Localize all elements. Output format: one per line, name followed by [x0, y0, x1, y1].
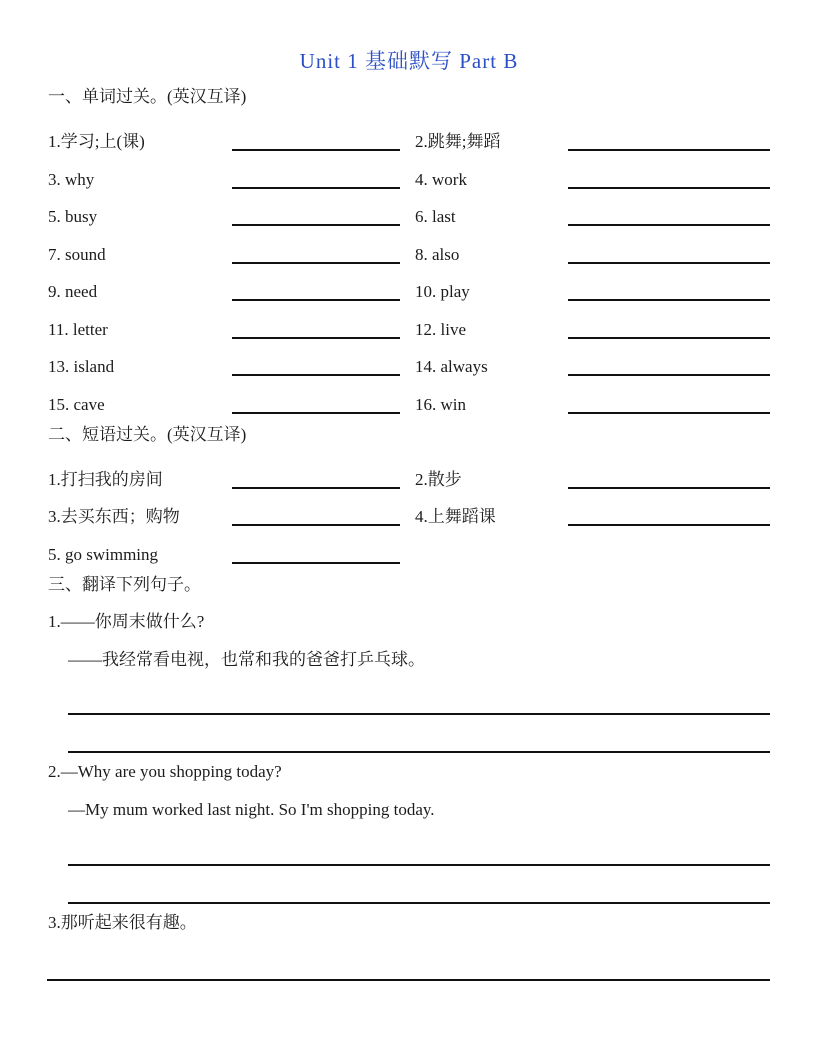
word-label-13: 13. island: [48, 357, 115, 376]
word-row-9-10: [48, 266, 770, 304]
section-sentences-heading: 三、翻译下列句子。: [48, 574, 201, 594]
answer-blank: [232, 554, 400, 564]
sentence-1-answer-cn: ——我经常看电视，也常和我的爸爸打乒乓球。: [68, 649, 425, 669]
word-row-5-6: [48, 191, 770, 229]
word-row-13-14: [48, 341, 770, 379]
answer-blank: [568, 366, 770, 376]
word-row-7-8: [48, 228, 770, 266]
answer-blank: [232, 179, 400, 189]
phrase-row-3-4: [48, 491, 770, 529]
answer-blank: [568, 404, 770, 414]
word-label-3: 3. why: [48, 169, 95, 189]
answer-line: [68, 715, 770, 753]
sentence-2-question: 2.—Why are you shopping today?: [48, 762, 282, 781]
answer-blank: [568, 179, 770, 189]
answer-blank: [568, 141, 770, 151]
word-label-6: 6. last: [415, 207, 456, 226]
answer-blank: [232, 329, 400, 339]
word-label-2: 2.跳舞;舞蹈: [415, 132, 501, 151]
word-label-14: 14. always: [415, 357, 488, 376]
word-label-9: 9. need: [48, 282, 98, 301]
phrase-label-2: 2.散步: [415, 469, 462, 489]
answer-blank: [232, 366, 400, 376]
word-label-7: 7. sound: [48, 244, 106, 264]
phrase-label-1: 1.打扫我的房间: [48, 469, 163, 489]
answer-blank: [232, 216, 400, 226]
word-label-11: 11. letter: [48, 319, 108, 339]
word-row-1-2: [48, 116, 770, 154]
phrase-row-5: [48, 528, 770, 566]
answer-blank: [232, 254, 400, 264]
word-row-3-4: [48, 153, 770, 191]
word-label-8: 8. also: [415, 244, 460, 264]
section-words-heading: 一、单词过关。(英汉互译): [48, 87, 247, 106]
word-label-16: 16. win: [415, 394, 466, 414]
phrase-label-5: 5. go swimming: [48, 544, 159, 564]
answer-blank: [568, 479, 770, 489]
answer-line: [47, 942, 770, 981]
answer-line: [68, 866, 770, 904]
word-label-15: 15. cave: [48, 394, 105, 414]
word-label-10: 10. play: [415, 282, 470, 301]
phrase-label-4: 4.上舞蹈课: [415, 507, 496, 526]
sentence-2-answer-en: —My mum worked last night. So I'm shopping today.: [68, 799, 435, 819]
answer-blank: [568, 216, 770, 226]
word-label-12: 12. live: [415, 319, 466, 339]
phrase-row-1-2: [48, 453, 770, 491]
answer-line: [68, 678, 770, 715]
answer-blank: [232, 404, 400, 414]
answer-blank: [568, 329, 770, 339]
phrase-label-3: 3.去买东西；购物: [48, 507, 180, 526]
answer-blank: [232, 479, 400, 489]
answer-blank: [568, 291, 770, 301]
answer-blank: [232, 141, 400, 151]
word-label-4: 4. work: [415, 169, 467, 189]
word-row-11-12: [48, 303, 770, 341]
page-title: Unit 1 基础默写 Part B: [299, 49, 519, 73]
answer-line: [68, 828, 770, 866]
answer-blank: [568, 516, 770, 526]
sentence-3: 3.那听起来很有趣。: [48, 913, 197, 932]
word-label-1: 1.学习;上(课): [48, 132, 145, 151]
answer-blank: [232, 291, 400, 301]
word-row-15-16: [48, 378, 770, 416]
answer-blank: [568, 254, 770, 264]
word-label-5: 5. busy: [48, 207, 98, 226]
sentence-1-question: 1.——你周末做什么?: [48, 612, 205, 631]
answer-blank: [232, 516, 400, 526]
section-phrases-heading: 二、短语过关。(英汉互译): [48, 424, 247, 444]
